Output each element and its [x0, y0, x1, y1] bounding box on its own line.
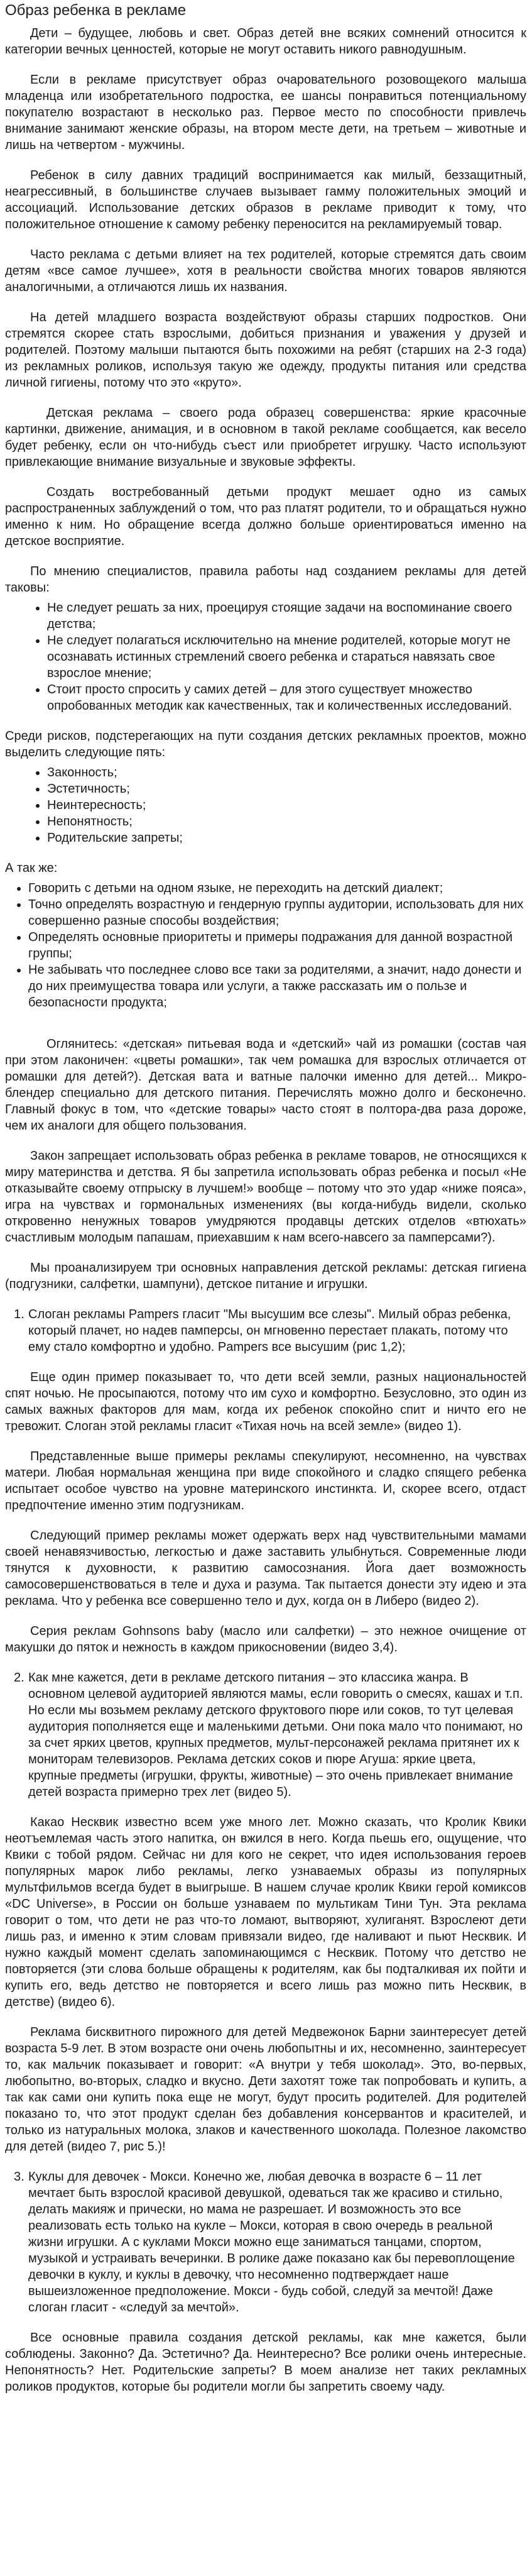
rules-list-item: • Стоит просто спросить у самих детей – для этого существует множество опробованных методик как качественных, так и количественных исследований. — [47, 681, 526, 714]
item-text: Как мне кажется, дети в рекламе детского питания – это классика жанра. В основном целевой аудиторией являются мамы, если говорить о смесях, кашах и т.п. Но если мы возьмем рекламу детского фруктового пюре или соков, то тут целевая аудитория пополняется еще и маленькими детьми. Они пока мало что понимают, но за счет ярких цветов, крупных предметов, мульт-персонажей реклама притянет их к мониторам телевизоров. Реклама детских соков и пюре Агуша: яркие цвета, крупные предметы (игрушки, фрукты, животные) – это очень привлекает внимание детей возраста примерно трех лет (видео 5). — [28, 1671, 523, 1799]
item-text: Куклы для девочек - Мокси. Конечно же, любая девочка в возрасте 6 – 11 лет мечтает быть взрослой красивой девушкой, одеваться так же красиво и стильно, делать макияж и прически, но мама не разрешает. И возможность это все реализовать есть только на кукле – Мокси, которая в свою очередь в реальной жизни игрушки. А с куклами Мокси можно еще заниматься танцами, спортом, музыкой и устраивать вечеринки. В ролике даже показано как бы перевоплощение девочки в куклу, и куклы в девочку, что несомненно подтверждает наше вышеизложенное предположение. Мокси - будь собой, следуй за мечтой! Даже слоган гласит - «следуй за мечтой». — [28, 2170, 515, 2315]
section-paragraph: Какао Несквик известно всем уже много лет. Можно сказать, что Кролик Квики неотъемлемая часть этого напитка, он вжился в него. Когда пьешь его, ощущение, что Квики с тобой рядом. Сейчас ни для кого не секрет, что идея использования героев популярных марок либо рекламы, легко узнаваемых образы из популярных мультфильмов всегда будет в выигрыше. В нашем случае кролик Квики герой комиксов «DC Universe», в России он больше узнаваем по мультикам Тини Тун. Эта реклама говорит о том, что дети не раз что-то ломают, вытворяют, хулиганят. Взрослеют дети лишь раз, и именно к этим словам привязали видео, где наливают и пьют Несквик. И нужно каждый момент сделать запоминающимся с Несквик. Потому что детство не повторяется (эти слова больше обращены к родителям, как бы подталкивая их пойти и купить его, ведь детство не повторяется и всего лишь раз можно пить Несквик, в детстве) (видео 6). — [5, 1815, 526, 2009]
also-list-item: • Определять основные приоритеты и примеры подражания для данной возрастной группы; — [28, 929, 526, 962]
rules-lead: По мнению специалистов, правила работы над созданием рекламы для детей таковы: — [5, 564, 526, 595]
section-paragraph: Следующий пример рекламы может одержать верх над чувствительными мамами своей ненавязчивостью, легкостью и даже заставить улыбнуться. Современные люди тянутся к духовности, к развитию самосознания. Йога дает возможность самосовершенствоваться в теле и духа и разума. Так пытается донести эту идею и эта реклама. Что у ребенка все совершенно тело и дух, когда он в Либеро (видео 2). — [5, 1529, 526, 1608]
also-list-item: • Точно определять возрастную и гендерную группы аудитории, использовать для них совершенно разные способы воздействия; — [28, 896, 526, 929]
risks-list-item: • Непонятность; — [47, 813, 526, 830]
numbered-item-hygiene — [5, 1306, 526, 1355]
section-paragraph: Еще один пример показывает то, что дети всей земли, разных национальностей спят ночью. Не просыпаются, потому что им сухо и комфортно. Безусловно, это один из самых важных факторов для мам, когда их ребенок спокойно спит и ничто его не тревожит. Слоган этой рекламы гласит «Тихая ночь на всей земле» (видео 1). — [5, 1370, 526, 1433]
intro-paragraph: Ребенок в силу давних традиций воспринимается как милый, беззащитный, неагрессивный, в большинстве случаев вызывает гамму положительных эмоций и ассоциаций. Использование детских образов в рекламе приводит к тому, что положительное отношение к самому ребенку переносится на рекламируемый товар. — [5, 168, 526, 231]
intro-paragraph: Часто реклама с детьми влияет на тех родителей, которые стремятся дать своим детям «все самое лучшее», хотя в реальности свойства многих товаров являются аналогичными, а отличаются лишь их названия. — [5, 248, 526, 294]
intro-paragraph: На детей младшего возраста воздействуют образы старших подростков. Они стремятся скорее стать взрослыми, добиться признания и уважения у друзей и родителей. Поэтому малыши пытаются быть похожими на ребят (старших на 2-3 года) из рекламных роликов, используя такую же одежду, продукты питания или средства личной гигиены, потому что это «круто». — [5, 311, 526, 390]
also-list-item: • Говорить с детьми на одном языке, не переходить на детский диалект; — [28, 880, 526, 896]
intro-paragraph: Дети – будущее, любовь и свет. Образ детей вне всяких сомнений относится к категории вечных ценностей, которые не могут оставить никого равнодушным. — [5, 26, 526, 57]
analysis-paragraph: Мы проанализируем три основных направления детской рекламы: детская гигиена (подгузники, салфетки, шампуни), детское питание и игрушки. — [5, 1261, 526, 1291]
risks-list — [5, 764, 526, 846]
rules-list-item: • Не следует решать за них, проецируя стоящие задачи на воспоминание своего детства; — [47, 600, 526, 632]
numbered-item-food — [5, 1670, 526, 1800]
risks-list-item: • Неинтересность; — [47, 797, 526, 813]
item-number: 1. — [14, 1307, 24, 1321]
analysis-paragraph: Оглянитесь: «детская» питьевая вода и «детский» чай из ромашки (состав чая при этом лаконичен: «цветы ромашки», так чем ромашка для взрослых отличается от ромашки для детей?). Детская вата и ватные палочки именно для детей... Микро-блендер специально для детского питания. Перечислять можно долго и бесконечно. Главный фокус в том, что «детские товары» часто стоят в полтора-два раза дороже, чем их аналоги для общего пользования. — [5, 1037, 526, 1133]
item-number: 3. — [14, 2170, 24, 2184]
also-list-item: • Не забывать что последнее слово все таки за родителями, а значит, надо донести и до них преимущества товара или услуги, а также рассказать им о пользе и безопасности продукта; — [28, 962, 526, 1011]
risks-list-item: • Эстетичность; — [47, 781, 526, 797]
item-text: Слоган рекламы Pampers гласит "Мы высушим все слезы". Милый образ ребенка, который плачет, но надев памперсы, он мгновенно перестает плакать, потому что ему стало комфортно и удобно. Pampers все высушим (рис 1,2); — [28, 1307, 511, 1354]
also-list — [5, 880, 526, 1011]
section-paragraph: Реклама бисквитного пирожного для детей Медвежонок Барни заинтересует детей возраста 5-9 лет. В этом возрасте они очень любопытны и их, несомненно, заинтересует то, как мальчик показывает и говорит: «А внутри у тебя шоколад». Это, во-первых, любопытно, во-вторых, сладко и вкусно. Дети захотят тоже так попробовать и купить, а так как сами они купить пока еще не могут, будут просить родителей. Для родителей показано то, что этот продукт сделан без добавления консервантов и красителей, и только из натуральных молока, злаков и качественного шоколада. Полезное лакомство для детей (видео 7, рис 5.)! — [5, 2025, 526, 2154]
intro-paragraph: Создать востребованный детьми продукт мешает одно из самых распространенных заблуждений о том, что раз платят родители, то и обращаться нужно именно к ним. Но обращение всегда должно больше ориентироваться именно на детское восприятие. — [5, 485, 526, 548]
rules-list — [5, 600, 526, 714]
also-lead: А так же: — [5, 861, 58, 875]
conclusion-paragraph: Все основные правила создания детской рекламы, как мне кажется, были соблюдены. Законно? Да. Эстетично? Да. Неинтересно? Все ролики очень интересные. Непонятность? Нет. Родительские запреты? В моем анализе нет таких рекламных роликов продуктов, которые бы родители могли бы запретить своему чаду. — [5, 2331, 526, 2394]
numbered-item-toys — [5, 2169, 526, 2316]
risks-list-item: • Законность; — [47, 764, 526, 781]
section-paragraph: Представленные выше примеры рекламы спекулируют, несомненно, на чувствах матери. Любая нормальная женщина при виде спокойного и сладко спящего ребенка испытает особое чувство на уровне материнского инстинкта. И, скорее всего, отдаст предпочтение именно этим подгузникам. — [5, 1450, 526, 1512]
risks-list-item: • Родительские запреты; — [47, 830, 526, 846]
analysis-paragraph: Закон запрещает использовать образ ребенка в рекламе товаров, не относящихся к миру материнства и детства. Я бы запретила использовать образ ребенка и посыл «Не отказывайте своему отпрыску в лучшем!» вообще – потому что это удар «ниже пояса», игра на чувствах и гормональных изменениях (вы когда-нибудь видели, сколько откровенно ненужных товаров умудряются продавцы детских отделов «втюхать» счастливым молодым папашам, приехавшим к нам всего-навсего за памперсами?). — [5, 1149, 526, 1245]
document-title: Образ ребенка в рекламе — [5, 2, 187, 19]
item-number: 2. — [14, 1671, 24, 1685]
risks-lead: Среди рисков, подстерегающих на пути создания детских рекламных проектов, можно выделить следующие пять: — [5, 729, 526, 759]
intro-paragraph: Детская реклама – своего рода образец совершенства: яркие красочные картинки, движение, анимация, и в основном в такой рекламе сообщается, как весело будет ребенку, если он что-нибудь съест или приобретет игрушку. Часто используют привлекающие внимание визуальные и звуковые эффекты. — [5, 406, 526, 469]
intro-paragraph: Если в рекламе присутствует образ очаровательного розовощекого малыша младенца или изобретательного подростка, ее шансы понравиться потенциальному покупателю возрастают в несколько раз. Первое место по способности привлечь внимание занимают женские образы, на втором месте дети, на третьем – животные и лишь на четвертом - мужчины. — [5, 73, 526, 152]
section-paragraph: Серия реклам Gohnsons baby (масло или салфетки) – это нежное очищение от макушки до пяток и нежность в каждом прикосновении (видео 3,4). — [5, 1624, 526, 1654]
rules-list-item: • Не следует полагаться исключительно на мнение родителей, которые могут не осознавать истинных стремлений своего ребенка и стараться навязать свое взрослое мнение; — [47, 632, 526, 681]
